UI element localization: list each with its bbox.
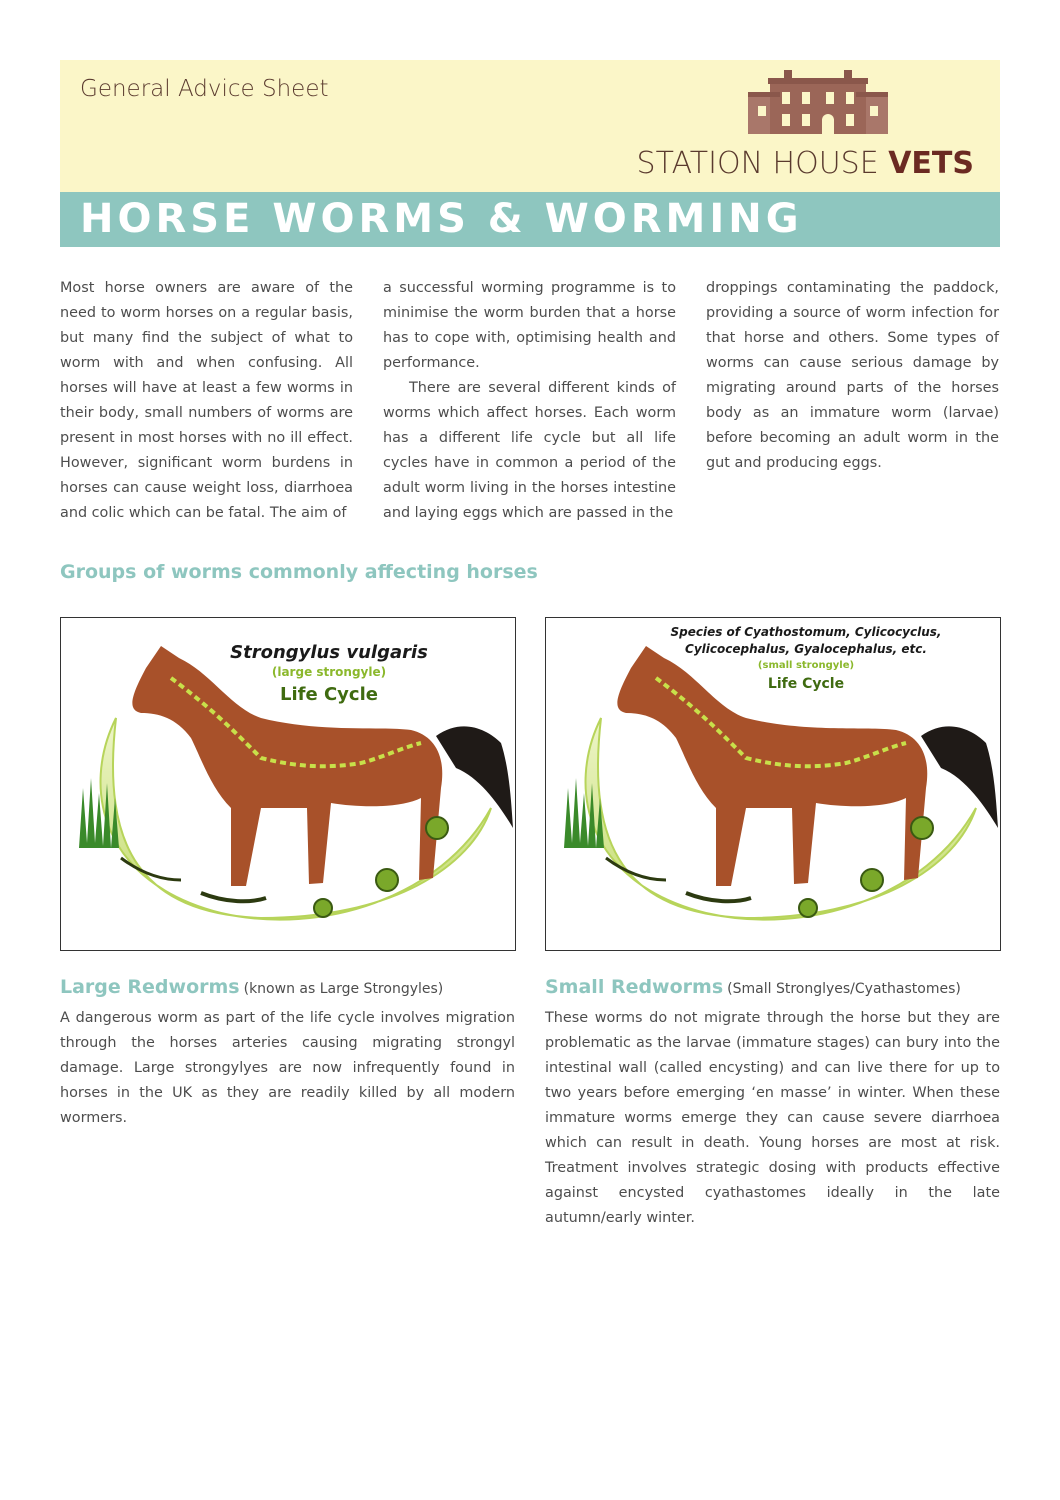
egg-icon — [426, 817, 448, 839]
intro-text-3: droppings contaminating the paddock, providing a source of worm infection for that horse and others. Some types of worms can cause serious damage by migrating around parts of the horses body as an immature worm (larvae) before becoming an adult worm in the gut and producing eggs. — [706, 280, 999, 471]
large-heading-note: (known as Large Strongyles) — [243, 981, 444, 997]
intro-text-1: Most horse owners are aware of the need to worm horses on a regular basis, but many find the subject of what to worm with and when confusing. All horses will have at least a few worms in their body, small numbers of worms are present in most horses with no ill effect. However, significant worm burdens in horses can cause weight loss, diarrhoea and colic which can be fatal. The aim of — [60, 280, 353, 521]
egg-icon — [376, 869, 398, 891]
groups-heading: Groups of worms commonly affecting horses — [60, 561, 538, 583]
station-house-logo-icon — [748, 70, 888, 134]
large-strongyle-lifecycle-figure — [60, 617, 516, 951]
large-redworms-body: A dangerous worm as part of the life cycle involves migration through the horses arteries causing migrating strongyl damage. Large strongylyes are now infrequently found in horses in the UK as they are readily killed by all modern wormers. — [60, 1010, 515, 1126]
intro-text-2b: There are several different kinds of worms which affect horses. Each worm has a different life cycle but all life cycles have in common a period of the adult worm living in the horses intestine and laying eggs which are passed in the — [383, 380, 676, 521]
egg-icon — [911, 817, 933, 839]
tail-icon — [921, 726, 998, 828]
brand-bold: VETS — [888, 146, 974, 181]
intro-column-3 — [706, 276, 999, 476]
page-title: HORSE WORMS & WORMING — [80, 196, 803, 242]
small-redworms-heading — [545, 976, 1000, 998]
large-redworms-section — [60, 976, 515, 1131]
title-bar — [60, 192, 1000, 247]
larva-icon — [201, 893, 266, 901]
large-heading-text: Large Redworms — [60, 976, 240, 998]
small-redworms-body: These worms do not migrate through the horse but they are problematic as the larvae (immature stages) can bury into the intestinal wall (called encysting) and can live there for up to two years before emerging ‘en masse’ in winter. When these immature worms emerge they can cause severe diarrhoea which can result in death. Young horses are most at risk. Treatment involves strategic dosing with products effective against encysted cyathastomes ideally in the late autumn/early winter. — [545, 1010, 1000, 1226]
sheet-label: General Advice Sheet — [80, 76, 329, 102]
figure-subtitle: (small strongyle) — [757, 660, 855, 671]
egg-icon — [799, 899, 817, 917]
intro-column-2 — [383, 276, 676, 526]
figure-subtitle: (large strongyle) — [271, 665, 387, 679]
figure-title-line-2: Cylicocephalus, Gyalocephalus, etc. — [685, 642, 927, 656]
tail-icon — [436, 726, 513, 828]
small-strongyle-lifecycle-figure — [545, 617, 1001, 951]
small-heading-text: Small Redworms — [545, 976, 724, 998]
figure-title-line-1: Species of Cyathostomum, Cylicocyclus, — [670, 625, 942, 639]
large-redworms-heading — [60, 976, 515, 998]
egg-icon — [861, 869, 883, 891]
header-banner — [60, 60, 1000, 192]
small-redworms-section — [545, 976, 1000, 1231]
horse-icon — [132, 646, 442, 886]
figure-caption: Life Cycle — [767, 676, 845, 692]
intro-text-2a: a successful worming programme is to minimise the worm burden that a horse has to cope with, optimising health and performance. — [383, 280, 676, 371]
brand-light: STATION HOUSE — [636, 146, 889, 181]
egg-icon — [314, 899, 332, 917]
intro-column-1 — [60, 276, 353, 526]
figure-caption: Life Cycle — [280, 684, 378, 705]
small-heading-note: (Small Stronglyes/Cyathastomes) — [727, 981, 961, 997]
brand-name — [637, 146, 974, 181]
figure-title: Strongylus vulgaris — [230, 642, 428, 663]
larva-icon — [686, 893, 751, 901]
